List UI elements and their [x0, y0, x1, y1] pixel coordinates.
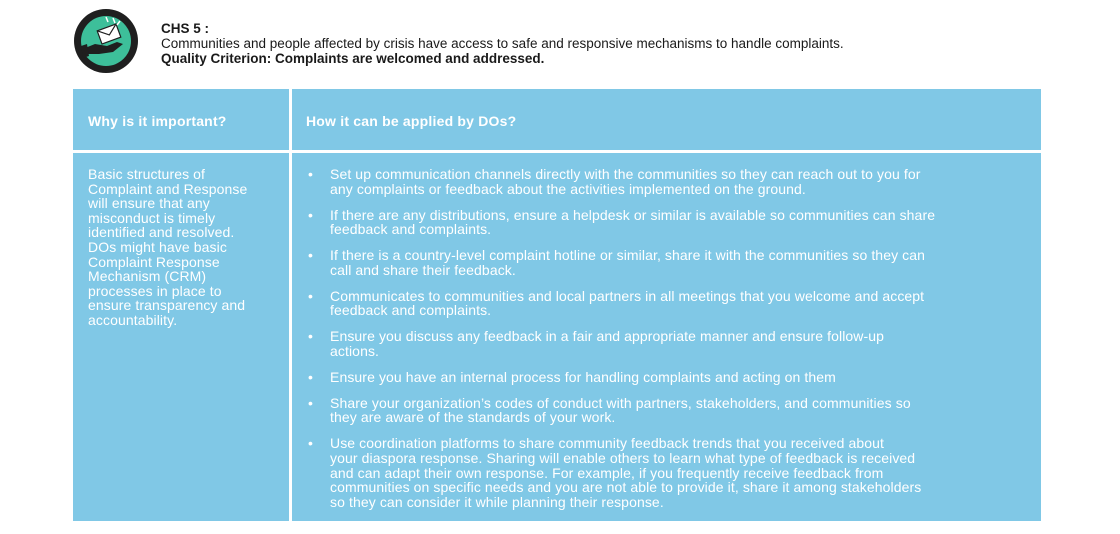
- col1-header-cell: [73, 89, 289, 150]
- list-item-line: Ensure you have an internal process for handling complaints and acting on them: [330, 368, 836, 385]
- list-item-line: so they can consider it while planning their response.: [330, 493, 664, 510]
- standard-header: [73, 8, 1053, 78]
- importance-line: Mechanism (CRM): [88, 268, 207, 285]
- list-item: [306, 289, 1031, 318]
- list-item: [306, 436, 1031, 509]
- importance-line: DOs might have basic: [88, 238, 227, 255]
- bullet-icon: •: [308, 435, 314, 452]
- bullet-icon: •: [308, 166, 314, 182]
- list-item: [306, 396, 1031, 425]
- list-item-line: If there are any distributions, ensure a helpdesk or similar is available so communities can share: [330, 206, 936, 223]
- list-item-line: your diaspora response. Sharing will enable others to learn what type of feedback is received: [330, 450, 916, 467]
- col2-header: How it can be applied by DOs?: [306, 113, 517, 129]
- list-item-line: call and share their feedback.: [330, 261, 516, 278]
- col1-header: Why is it important?: [88, 113, 227, 129]
- list-item-line: actions.: [330, 342, 380, 359]
- importance-line: accountability.: [88, 311, 178, 328]
- standard-statement: Communities and people affected by crisis have access to safe and responsive mechanisms to handle complaints.: [161, 36, 844, 51]
- list-item-line: Communicates to communities and local partners in all meetings that you welcome and accept: [330, 287, 925, 304]
- bullet-icon: •: [308, 206, 314, 223]
- quality-criterion: Quality Criterion: Complaints are welcomed and addressed.: [161, 51, 545, 66]
- standard-code: CHS 5 :: [161, 21, 210, 36]
- list-item: [306, 248, 1031, 277]
- list-item-line: Ensure you discuss any feedback in a fair and appropriate manner and ensure follow-up: [330, 328, 885, 345]
- list-item-line: If there is a country-level complaint hotline or similar, share it with the communities so they can: [330, 247, 926, 264]
- bullet-icon: •: [308, 394, 314, 411]
- guidance-table: [73, 89, 1041, 521]
- list-item-line: Use coordination platforms to share community feedback trends that you received about: [330, 435, 885, 452]
- bullet-icon: •: [308, 368, 314, 385]
- hand-with-envelope-icon: [73, 8, 139, 74]
- list-item-line: Share your organization’s codes of conduct with partners, stakeholders, and communities so: [330, 394, 911, 411]
- bullet-icon: •: [308, 247, 314, 264]
- importance-line: processes in place to: [88, 282, 222, 299]
- importance-cell: [73, 153, 289, 521]
- list-item: [306, 370, 1031, 385]
- list-item-line: Set up communication channels directly with the communities so they can reach out to you for: [330, 166, 921, 182]
- importance-line: ensure transparency and: [88, 297, 246, 314]
- importance-text: [88, 167, 283, 328]
- list-item: [306, 208, 1031, 237]
- importance-line: Complaint and Response: [88, 180, 248, 197]
- col2-header-cell: [292, 89, 1041, 150]
- bullet-icon: •: [308, 287, 314, 304]
- application-cell: [292, 153, 1041, 521]
- standard-text: [161, 21, 844, 66]
- application-list: [306, 167, 1031, 521]
- list-item-line: communities on specific needs and you are not able to provide it, share it among stakeholders: [330, 479, 922, 496]
- list-item-line: feedback and complaints.: [330, 221, 492, 238]
- bullet-icon: •: [308, 328, 314, 345]
- list-item-line: any complaints or feedback about the activities implemented on the ground.: [330, 180, 806, 197]
- importance-line: Basic structures of: [88, 166, 206, 182]
- list-item: [306, 329, 1031, 358]
- importance-line: will ensure that any: [88, 195, 210, 212]
- list-item-line: feedback and complaints.: [330, 302, 492, 319]
- importance-line: identified and resolved.: [88, 224, 235, 241]
- importance-line: misconduct is timely: [88, 209, 216, 226]
- list-item: [306, 167, 1031, 196]
- importance-line: Complaint Response: [88, 253, 220, 270]
- list-item-line: they are aware of the standards of your work.: [330, 409, 616, 426]
- list-item-line: and can adapt their own response. For example, if you frequently receive feedback from: [330, 464, 884, 481]
